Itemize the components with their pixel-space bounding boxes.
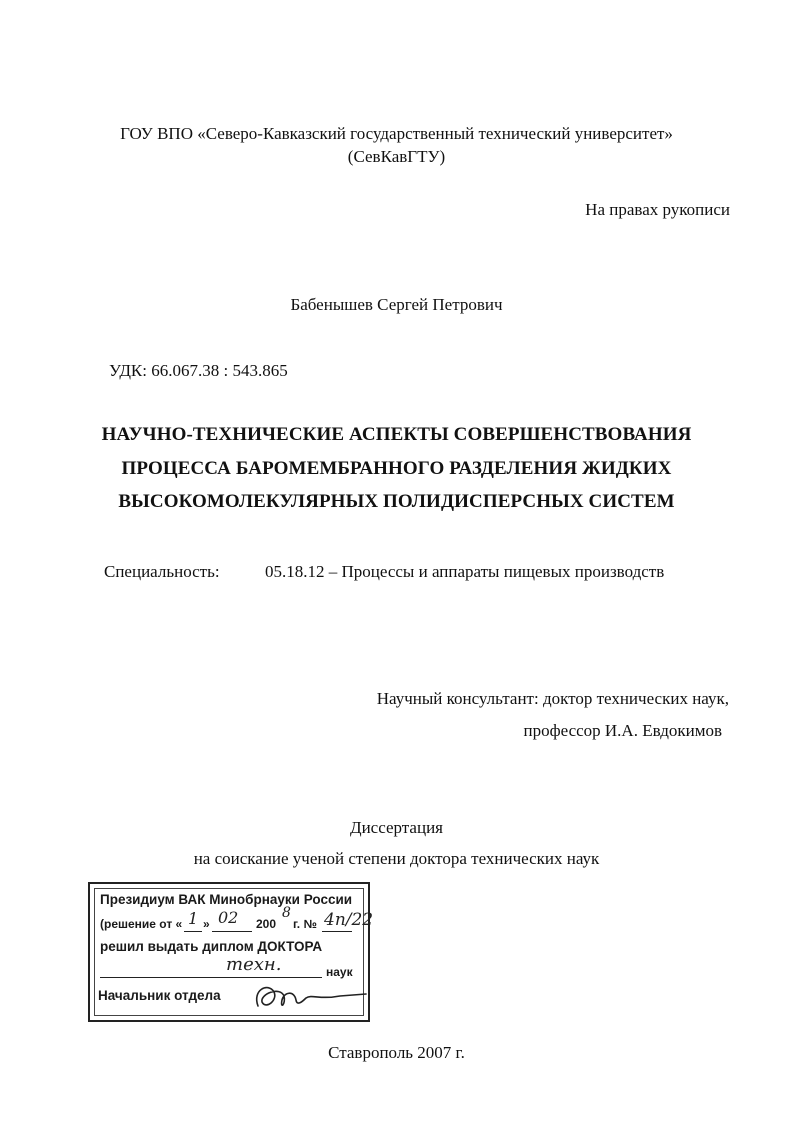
title-line-2: ПРОЦЕССА БАРОМЕМБРАННОГО РАЗДЕЛЕНИЯ ЖИДКИХ xyxy=(121,458,672,479)
dissertation-label: Диссертация xyxy=(349,818,443,837)
stamp-month: 02 xyxy=(218,908,239,927)
stamp-mid-quote: » xyxy=(203,917,210,931)
consultant-line-2: профессор И.А. Евдокимов xyxy=(523,721,722,740)
institution-name: ГОУ ВПО «Северо-Кавказский государственный технический университет» xyxy=(120,124,673,143)
vak-stamp xyxy=(88,882,374,1022)
signature-icon xyxy=(250,980,370,1016)
udk-code: УДК: 66.067.38 : 543.865 xyxy=(109,361,288,380)
stamp-day: 1 xyxy=(188,909,199,928)
author-name: Бабенышев Сергей Петрович xyxy=(290,295,503,314)
stamp-year-digit: 8 xyxy=(282,905,291,921)
stamp-field: техн. xyxy=(226,954,282,975)
place-year: Ставрополь 2007 г. xyxy=(328,1043,465,1062)
consultant-line-1: Научный консультант: доктор технических наук, xyxy=(376,689,729,708)
stamp-year-prefix: 200 xyxy=(256,917,277,931)
title-line-3: ВЫСОКОМОЛЕКУЛЯРНЫХ ПОЛИДИСПЕРСНЫХ СИСТЕМ xyxy=(118,491,675,512)
stamp-line-3: решил выдать диплом ДОКТОРА xyxy=(100,939,323,954)
rights-note: На правах рукописи xyxy=(585,200,730,219)
stamp-field-suffix: наук xyxy=(326,965,353,979)
stamp-decision-prefix: (решение от « xyxy=(100,917,183,931)
degree-line: на соискание ученой степени доктора технических наук xyxy=(193,849,600,868)
institution-abbreviation: (СевКавГТУ) xyxy=(347,147,446,166)
title-line-1: НАУЧНО-ТЕХНИЧЕСКИЕ АСПЕКТЫ СОВЕРШЕНСТВОВАНИЯ xyxy=(101,424,692,445)
stamp-line-1: Президиум ВАК Минобрнауки России xyxy=(100,892,353,907)
stamp-number-label: г. № xyxy=(293,917,317,931)
stamp-number: 4п/22 xyxy=(324,910,374,930)
stamp-department: Начальник отдела xyxy=(98,988,221,1003)
specialty-value: 05.18.12 – Процессы и аппараты пищевых производств xyxy=(265,562,665,581)
specialty-label: Специальность: xyxy=(104,562,220,581)
